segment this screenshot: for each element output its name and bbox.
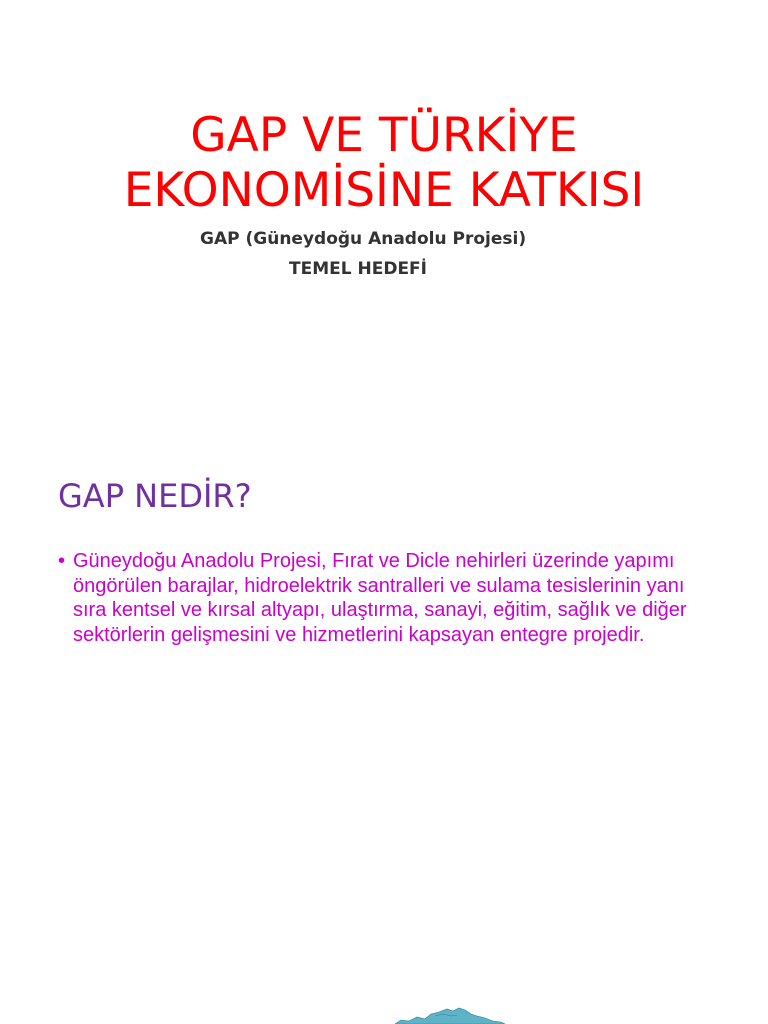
subtitle-line-2: TEMEL HEDEFİ [289,259,427,279]
bullet-text: Güneydoğu Anadolu Projesi, Fırat ve Dicle nehirleri üzerinde yapımı öngörülen barajlar, hidroelektrik santralleri ve sulama tesislerinin yanı sıra kentsel ve kırsal altyapı, ulaştırma, sanayi, eğitim, sağlık ve diğer sektörlerin gelişmesini ve hizmetlerini kapsayan entegre projedir. [73,550,687,646]
section-heading: GAP NEDİR? [58,477,252,515]
bullet-marker: • [58,550,66,572]
slide-title-line-1: GAP VE TÜRKİYE [190,108,578,163]
subtitle-line-1: GAP (Güneydoğu Anadolu Projesi) [200,229,527,249]
slide-title-line-2: EKONOMİSİNE KATKISI [123,163,645,218]
slide-title [0,108,768,218]
bullet-list-item [58,549,718,647]
map-illustration-fragment [395,1006,505,1024]
